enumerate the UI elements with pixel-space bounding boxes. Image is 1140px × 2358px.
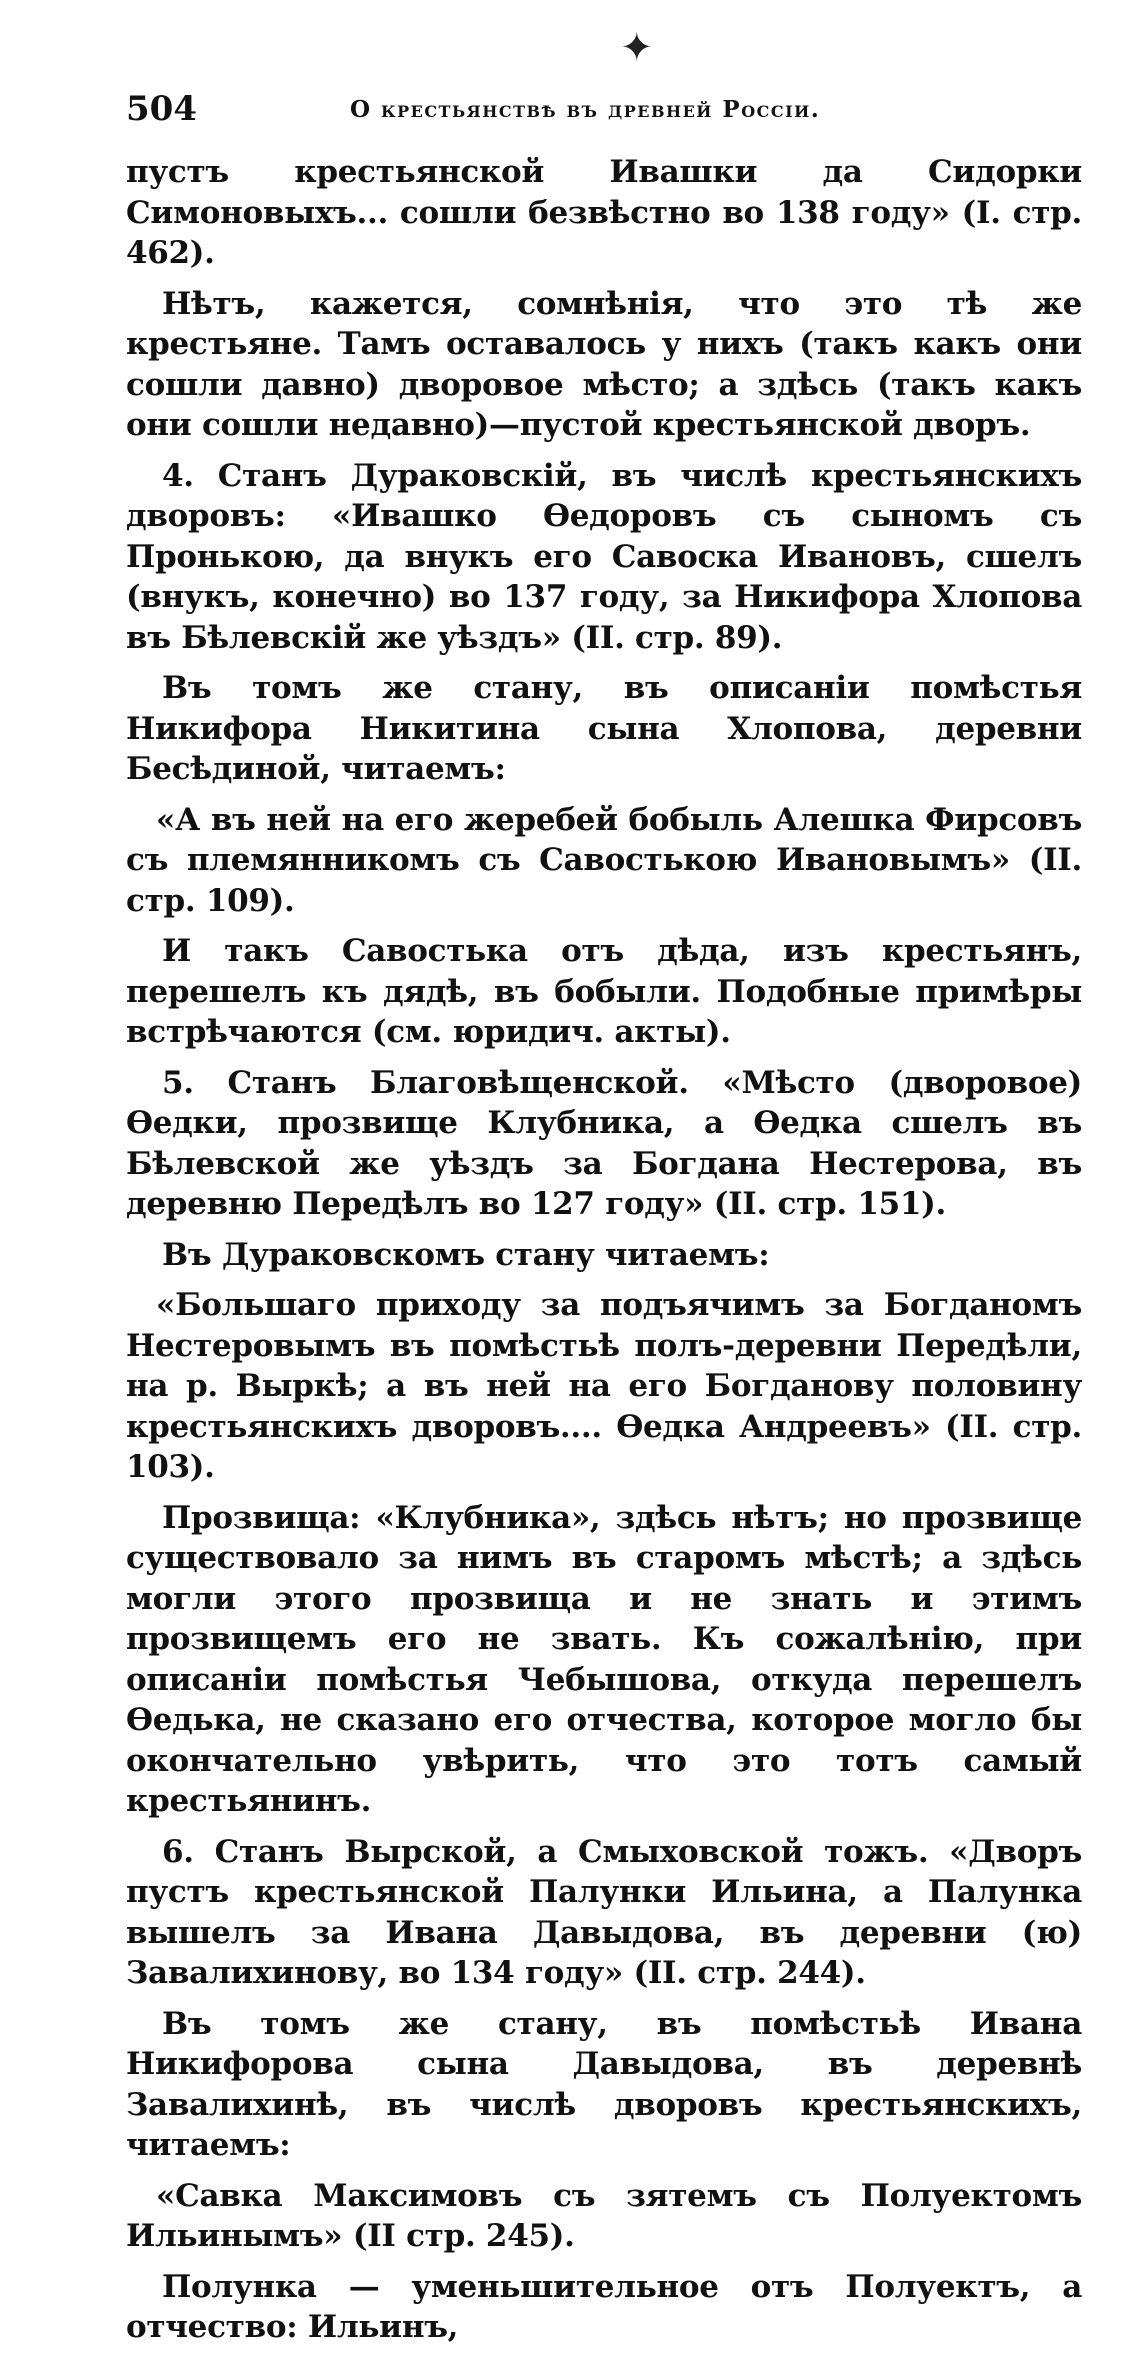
paragraph: 6. Станъ Вырской, а Смыховской тожъ. «Дворъ пустъ крестьянской Палунки Ильина, а Палунка вышелъ за Ивана Давыдова, въ деревни (ю) Завалихинову, во 134 году» (II. стр. 244). <box>126 1833 1082 1991</box>
paragraph: Въ Дураковскомъ стану читаемъ: <box>162 1236 770 1273</box>
running-title: О крестьянствѣ въ древней Россіи. <box>350 96 821 123</box>
page-number: 504 <box>126 89 197 129</box>
paragraph: 5. Станъ Благовѣщенской. «Мѣсто (дворовое) Ѳедки, прозвище Клубника, а Ѳедка сшелъ въ Бѣлевской же уѣздъ за Богдана Нестерова, въ деревню Передѣлъ во 127 году» (II. стр. 151). <box>126 1064 1082 1222</box>
paragraph: пустъ крестьянской Ивашки да Сидорки Симоновыхъ... сошли безвѣстно во 138 году» (I. стр. 462). <box>126 154 1082 271</box>
quoted-paragraph: «А въ ней на его жеребей бобыль Алешка Фирсовъ съ племянникомъ съ Савостькою Ивановымъ» (II. стр. 109). <box>126 801 1082 919</box>
paragraph: И такъ Савостька отъ дѣда, изъ крестьянъ, перешелъ къ дядѣ, въ бобыли. Подобные примѣры встрѣчаются (см. юридич. акты). <box>126 933 1082 1050</box>
body-text <box>126 152 1082 2358</box>
paragraph: Въ томъ же стану, въ помѣстьѣ Ивана Никифорова сына Давыдова, въ деревнѣ Завалихинѣ, въ числѣ дворовъ крестьянскихъ, читаемъ: <box>126 2005 1082 2163</box>
paragraph: Нѣтъ, кажется, сомнѣнія, что это тѣ же крестьяне. Тамъ оставалось у нихъ (такъ какъ они сошли давно) дворовое мѣсто; а здѣсь (такъ какъ они сошли недавно)—пустой крестьянской дворъ. <box>126 285 1082 443</box>
paragraph: Прозвища: «Клубника», здѣсь нѣтъ; но прозвище существовало за нимъ въ старомъ мѣстѣ; а здѣсь могли этого прозвища и не знать и этимъ прозвищемъ его не звать. Къ сожалѣнію, при описаніи помѣстья Чебышова, откуда перешелъ Ѳедька, не сказано его отчества, которое могло бы окончательно увѣрить, что это тотъ самый крестьянинъ. <box>126 1499 1082 1819</box>
quoted-paragraph: «Савка Максимовъ съ зятемъ съ Полуектомъ Ильинымъ» (II стр. 245). <box>126 2177 1082 2254</box>
quoted-paragraph: «Большаго приходу за подъячимъ за Богданомъ Нестеровымъ въ помѣстьѣ полъ-деревни Передѣли, на р. Выркѣ; а въ ней на его Богданову половину крестьянскихъ дворовъ.... Ѳедка Андреевъ» (II. стр. 103). <box>126 1287 1082 1485</box>
paragraph: Полунка — уменьшительное отъ Полуектъ, а отчество: Ильинъ, <box>126 2268 1082 2345</box>
ornament-icon: ✦ <box>620 25 654 71</box>
paragraph: Въ томъ же стану, въ описаніи помѣстья Никифора Никитина сына Хлопова, деревни Бесѣдиной, читаемъ: <box>126 670 1082 787</box>
paragraph: 4. Станъ Дураковскій, въ числѣ крестьянскихъ дворовъ: «Ивашко Ѳедоровъ съ сыномъ съ Пронькою, да внукъ его Савоска Ивановъ, сшелъ (внукъ, конечно) во 137 году, за Никифора Хлопова въ Бѣлевскій же уѣздъ» (II. стр. 89). <box>126 457 1082 656</box>
page-header <box>126 84 1086 134</box>
